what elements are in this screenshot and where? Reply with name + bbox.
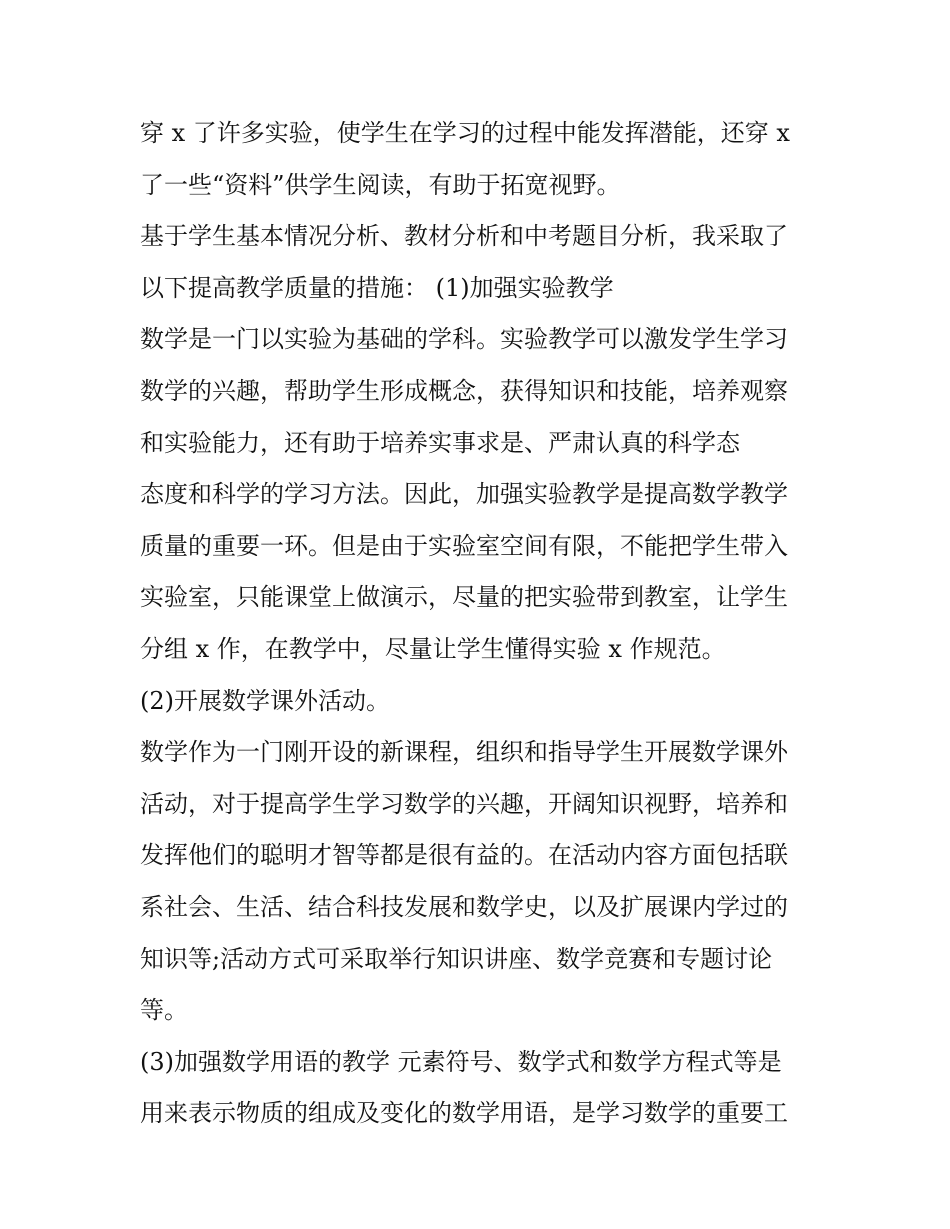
text-line: 活动，对于提高学生学习数学的兴趣，开阔知识视野，培养和 xyxy=(140,789,788,818)
text-line: (3)加强数学用语的教学 元素符号、数学式和数学方程式等是 xyxy=(140,1047,782,1076)
text-line: 发挥他们的聪明才智等都是很有益的。在活动内容方面包括联 xyxy=(140,841,788,870)
text-line: 基于学生基本情况分析、教材分析和中考题目分析，我采取了 xyxy=(140,222,788,251)
text-line: 数学作为一门刚开设的新课程，组织和指导学生开展数学课外 xyxy=(140,738,788,767)
document-body xyxy=(140,108,830,1140)
text-line: (2)开展数学课外活动。 xyxy=(140,686,390,715)
text-line: 数学是一门以实验为基础的学科。实验教学可以激发学生学习 xyxy=(140,325,788,354)
text-line: 质量的重要一环。但是由于实验室空间有限，不能把学生带入 xyxy=(140,531,788,560)
text-line: 知识等;活动方式可采取举行知识讲座、数学竞赛和专题讨论 xyxy=(140,944,773,973)
text-line: 系社会、生活、结合科技发展和数学史，以及扩展课内学过的 xyxy=(140,892,788,921)
text-line: 了一些“资料”供学生阅读，有助于拓宽视野。 xyxy=(140,170,621,199)
text-line: 态度和科学的学习方法。因此，加强实验教学是提高数学教学 xyxy=(140,480,788,509)
text-line: 穿 x 了许多实验，使学生在学习的过程中能发挥潜能，还穿 x xyxy=(140,119,790,147)
text-line: 实验室，只能课堂上做演示，尽量的把实验带到教室，让学生 xyxy=(140,583,788,612)
text-line: 数学的兴趣，帮助学生形成概念，获得知识和技能，培养观察 xyxy=(140,376,788,405)
text-line: 等。 xyxy=(140,996,188,1025)
text-line: 和实验能力，还有助于培养实事求是、严肃认真的科学态 xyxy=(140,428,740,457)
text-line: 用来表示物质的组成及变化的数学用语，是学习数学的重要工 xyxy=(140,1099,788,1128)
text-line: 分组 x 作，在教学中，尽量让学生懂得实验 x 作规范。 xyxy=(140,634,726,663)
text-line: 以下提高教学质量的措施： (1)加强实验教学 xyxy=(140,273,614,302)
